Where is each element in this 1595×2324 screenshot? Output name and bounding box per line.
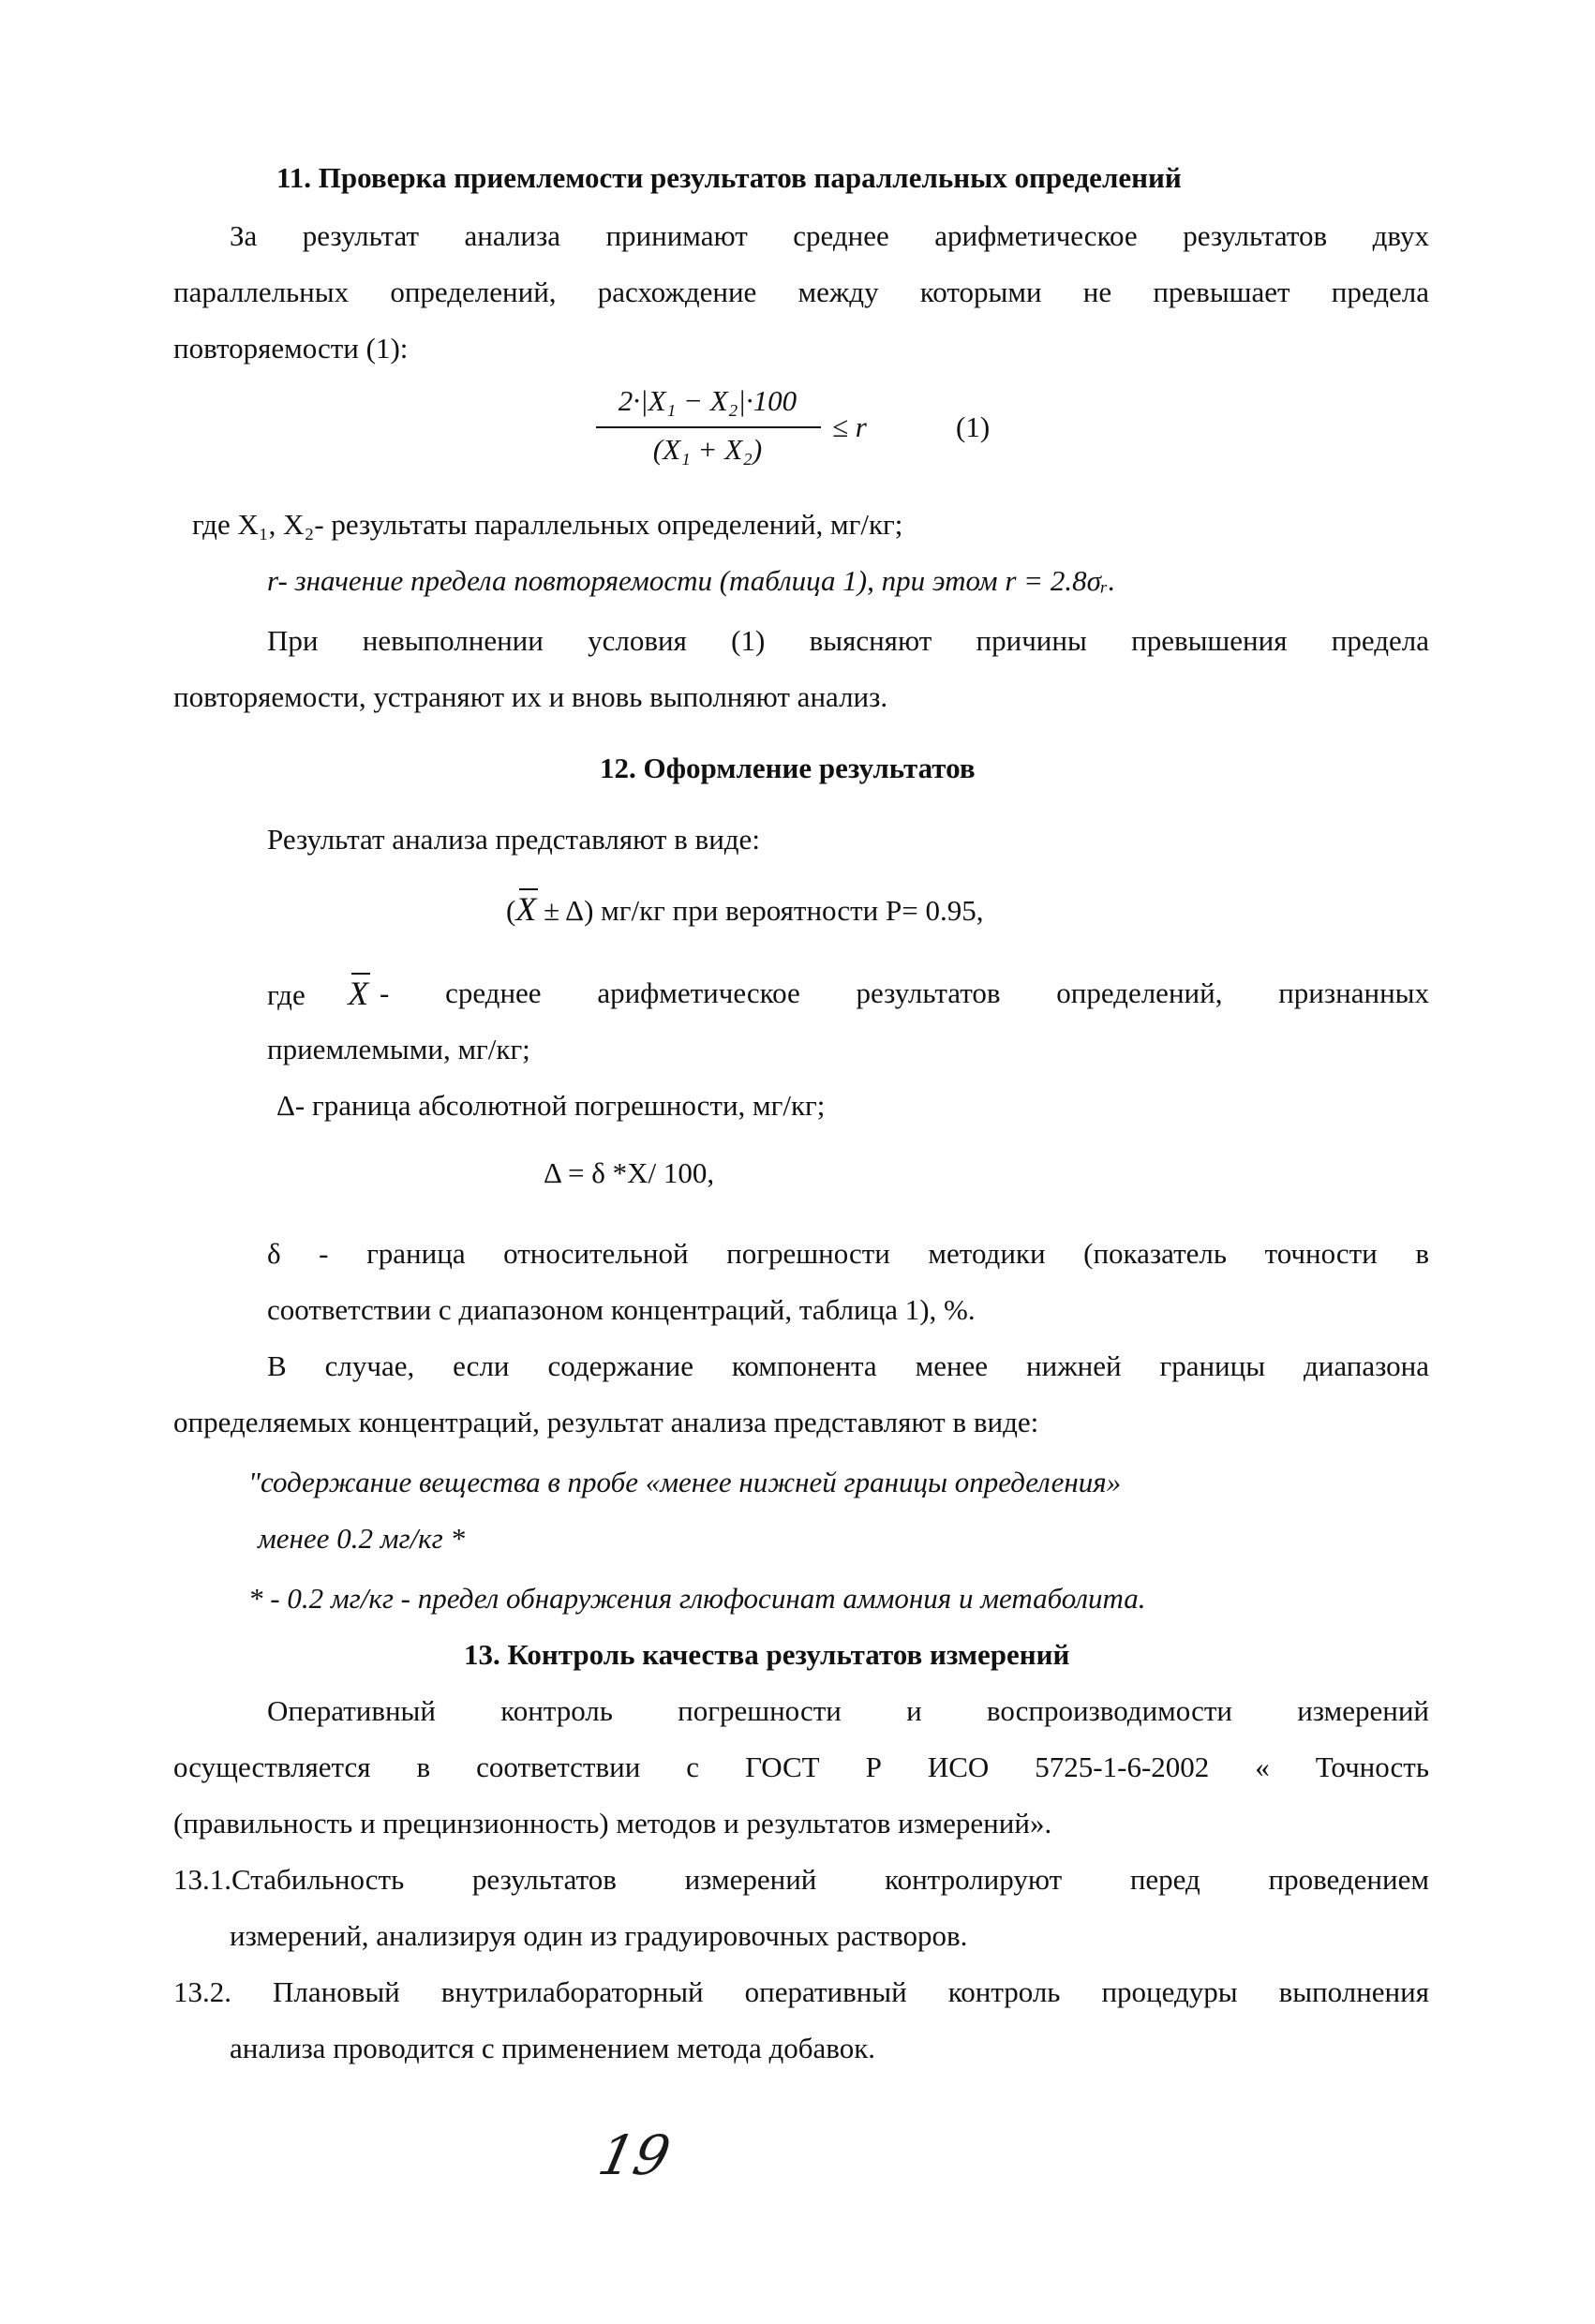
xbar-definition-text: - среднее арифметическое результатов определений, признанных [380,976,1429,1009]
quote-line1: "содержание вещества в пробе «менее нижней границы определения» [248,1466,1122,1498]
result-open-paren: ( [506,894,516,927]
formula-denominator: (X₁ + X₂) [652,433,763,466]
delta-description-line2: соответствии с диапазоном концентраций, таблица 1), %. [267,1293,976,1326]
where-x1-x2-line: где X₁, X₂- результаты параллельных определений, мг/кг; [192,508,903,541]
where-x-bar: X [348,975,369,1012]
r-definition-line: r- значение предела повторяемости (таблица 1), при этом r = 2.8σᵣ. [267,564,1116,597]
section-13-heading: 13. Контроль качества результатов измерений [464,1638,1070,1671]
quote-line2: менее 0.2 мг/кг * [258,1522,466,1555]
section-12-intro: Результат анализа представляют в виде: [267,823,760,856]
section-13-p1-line1: Оперативный контроль погрешности и воспроизводимости измерений [267,1694,1429,1727]
fraction-bar [596,426,821,428]
section-11-p2-line2: повторяемости, устраняют их и вновь выполняют анализ. [173,680,888,713]
footnote: * - 0.2 мг/кг - предел обнаружения глюфосинат аммония и метаболита. [248,1582,1146,1615]
delta-definition: Δ- граница абсолютной погрешности, мг/кг; [276,1089,826,1122]
repeatability-formula [590,382,1059,495]
section-11-p2-line1: При невыполнении условия (1) выясняют причины превышения предела [267,624,1429,657]
section-13-p1-line3: (правильность и прецинзионность) методов и результатов измерений». [173,1807,1052,1840]
formula-numerator: 2·|X₁ − X₂|·100 [618,384,798,417]
section-13-p1-line2: осуществляется в соответствии с ГОСТ Р ИСО 5725-1-6-2002 « Точность [173,1750,1429,1783]
section-12-heading: 12. Оформление результатов [600,752,976,784]
item-13-2-line2: анализа проводится с применением метода добавок. [230,2032,876,2064]
formula-number: (1) [956,410,991,443]
delta-description-line1: δ - граница относительной погрешности методики (показатель точности в [267,1237,1429,1270]
case-line1: В случае, если содержание компонента менее нижней границы диапазона [267,1349,1429,1382]
item-13-1-line1: 13.1.Стабильность результатов измерений контролируют перед проведением [173,1863,1429,1896]
item-13-1-line2: измерений, анализируя один из градуировочных растворов. [230,1919,968,1952]
page-number: 19 [592,2123,677,2187]
case-line2: определяемых концентраций, результат анализа представляют в виде: [173,1406,1039,1438]
section-11-p1-line2: параллельных определений, расхождение между которыми не превышает предела [173,276,1429,308]
section-11-heading: 11. Проверка приемлемости результатов параллельных определений [276,161,1182,194]
item-13-2-line1: 13.2. Плановый внутрилабораторный оперативный контроль процедуры выполнения [173,1975,1429,2008]
section-11-p1-line1: За результат анализа принимают среднее арифметическое результатов двух [230,219,1429,252]
xbar-definition-line1 [267,975,1429,1014]
section-11-p1-line3: повторяемости (1): [173,332,409,365]
where-prefix: где [267,978,306,1011]
xbar-definition-line2: приемлемыми, мг/кг; [267,1033,530,1065]
result-expression [506,890,983,930]
result-x-bar: X [515,890,537,928]
result-expression-rest: ± Δ) мг/кг при вероятности Р= 0.95, [536,894,984,927]
formula-relation: ≤ r [832,410,867,443]
delta-formula: Δ = δ *Х/ 100, [544,1156,715,1189]
